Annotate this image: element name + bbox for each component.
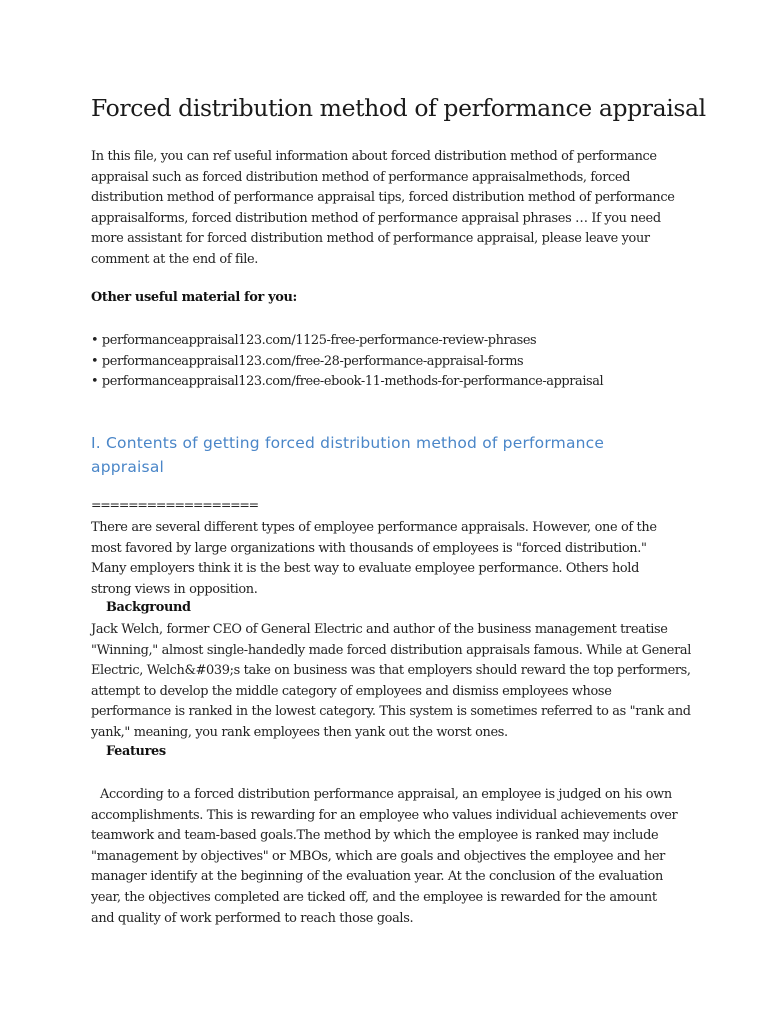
useful-link-item[interactable]: • performanceappraisal123.com/1125-free-performance-review-phrases: [91, 333, 537, 348]
document-title: Forced distribution method of performance appraisal: [91, 94, 706, 122]
other-material-heading: Other useful material for you:: [91, 290, 297, 305]
features-heading: Features: [106, 744, 166, 759]
section-heading: I. Contents of getting forced distribution method of performance appraisal: [91, 434, 605, 476]
paragraph-features: According to a forced distribution performance appraisal, an employee is judged on his own accomplishments. This is rewarding for an employee who values individual achievements over teamwork and team-based goals.The method by which the employee is ranked may include "management by objectives" or MBOs, which are goals and objectives the employee and her manager identify at the beginning of the evaluation year. At the conclusion of the evaluation year, the objectives completed are ticked off, and the employee is rewarded for the amount and quality of work performed to reach those goals.: [91, 787, 678, 926]
useful-link-item[interactable]: • performanceappraisal123.com/free-28-performance-appraisal-forms: [91, 353, 524, 369]
intro-paragraph: In this file, you can ref useful information about forced distribution method of performance appraisal such as forced distribution method of performance appraisalmethods, forced distribution method of performance appraisal tips, forced distribution method of performance appraisalforms, forced distribution method of performance appraisal phrases … If you need more assistant for forced distribution method of performance appraisal, please leave your comment at the end of file.: [91, 149, 675, 267]
paragraph-types: There are several different types of employee performance appraisals. However, one of the most favored by large organizations with thousands of employees is "forced distribution." Many employers think it is the best way to evaluate employee performance. Others hold strong views in opposition.: [91, 520, 657, 597]
paragraph-background: Jack Welch, former CEO of General Electric and author of the business management treatise "Winning," almost single-handedly made forced distribution appraisals famous. While at General Electric, Welch&#039;s take on business was that employers should reward the top performers, attempt to develop the middle category of employees and dismiss employees whose performance is ranked in the lowest category. This system is sometimes referred to as "rank and yank," meaning, you rank employees then yank out the worst ones.: [91, 622, 692, 740]
paragraph-features-wrap: [91, 785, 681, 929]
background-heading: Background: [106, 600, 191, 615]
divider-line: ==================: [91, 497, 258, 512]
useful-link-item[interactable]: • performanceappraisal123.com/free-ebook-11-methods-for-performance-appraisal: [91, 374, 604, 390]
useful-links-list: [91, 331, 603, 393]
